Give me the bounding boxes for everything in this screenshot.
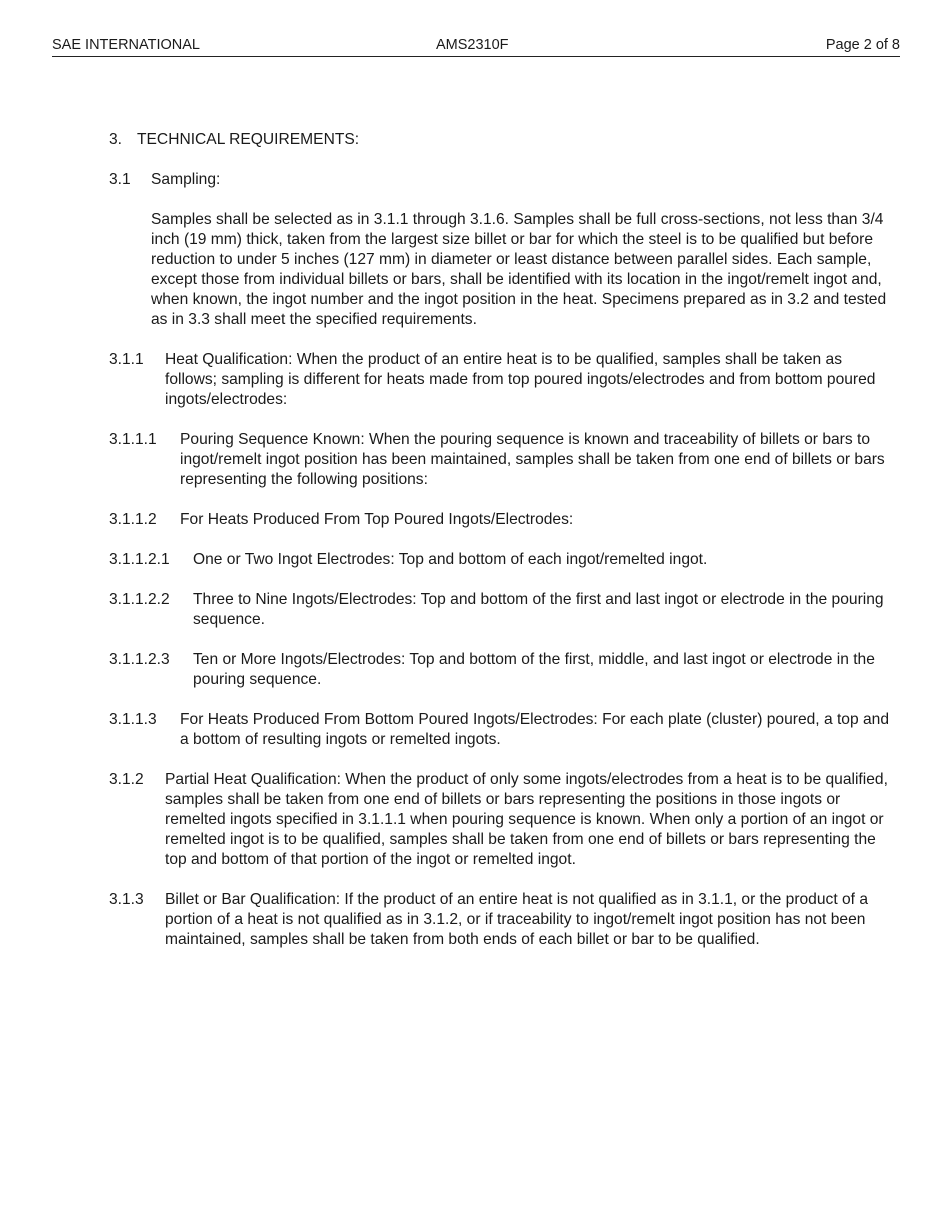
section-number: 3. — [109, 131, 123, 148]
paragraph-text: Samples shall be selected as in 3.1.1 through 3.1.6. Samples shall be full cross-sections, not less than 3/4 inch (19 mm) thick, taken from the largest size billet or bar for which the steel is to be qualified but before reduction to under 5 inches (127 mm) in diameter or least distance between parallel sides. Each sample, except those from individual billets or bars, shall be identified with its location in the ingot/remelt ingot and, when known, the ingot number and the ingot position in the heat. Specimens prepared as in 3.2 and tested as in 3.3 shall meet the specified requirements. — [151, 211, 887, 328]
section-3-1-1-2 — [109, 510, 889, 530]
section-text: Partial Heat Qualification: When the product of only some ingots/electrodes from a heat is to be qualified, samples shall be taken from one end of billets or bars representing the positions in those ingots or remelted ingots specified in 3.1.1.1 when pouring sequence is known. When only a portion of an ingot or remelted ingot is to be qualified, samples shall be taken from one end of billets or bars representing the top and bottom of that portion of the ingot or remelted ingot. — [165, 771, 888, 868]
section-3-1-1-2-2 — [109, 590, 889, 630]
section-3-1-1-3 — [109, 710, 889, 750]
section-number: 3.1.3 — [109, 891, 144, 908]
section-text: For Heats Produced From Top Poured Ingots/Electrodes: — [180, 511, 574, 528]
section-number: 3.1.1.3 — [109, 711, 157, 728]
document-number: AMS2310F — [436, 37, 509, 53]
section-3-1-1-2-3 — [109, 650, 889, 690]
section-3-1-1-1 — [109, 430, 889, 490]
page-number: Page 2 of 8 — [825, 37, 900, 53]
section-heading: TECHNICAL REQUIREMENTS: — [137, 131, 360, 148]
sampling-paragraph — [109, 210, 889, 330]
section-number: 3.1.1 — [109, 351, 144, 368]
section-3-1-2 — [109, 770, 889, 870]
section-number: 3.1.1.2.3 — [109, 651, 170, 668]
section-text: Three to Nine Ingots/Electrodes: Top and bottom of the first and last ingot or electrode in the pouring sequence. — [193, 591, 884, 628]
section-number: 3.1.1.2.2 — [109, 591, 170, 608]
section-text: Heat Qualification: When the product of an entire heat is to be qualified, samples shall be taken as follows; sampling is different for heats made from top poured ingots/electrodes and from bottom poured ingots/electrodes: — [165, 351, 876, 408]
section-heading: Sampling: — [151, 171, 221, 188]
section-3-1-1 — [109, 350, 889, 410]
section-number: 3.1.1.2.1 — [109, 551, 170, 568]
section-3-1-3 — [109, 890, 889, 950]
section-text: Ten or More Ingots/Electrodes: Top and bottom of the first, middle, and last ingot or electrode in the pouring sequence. — [193, 651, 875, 688]
section-3 — [109, 130, 889, 150]
section-3-1 — [109, 170, 889, 190]
section-text: For Heats Produced From Bottom Poured Ingots/Electrodes: For each plate (cluster) poured, a top and a bottom of resulting ingots or remelted ingots. — [180, 711, 890, 748]
section-number: 3.1.1.2 — [109, 511, 157, 528]
section-text: One or Two Ingot Electrodes: Top and bottom of each ingot/remelted ingot. — [193, 551, 708, 568]
page-header — [52, 35, 900, 57]
section-3-1-1-2-1 — [109, 550, 889, 570]
document-body — [109, 130, 889, 970]
organization-name: SAE INTERNATIONAL — [52, 37, 200, 53]
section-number: 3.1 — [109, 171, 131, 188]
section-number: 3.1.2 — [109, 771, 144, 788]
section-text: Billet or Bar Qualification: If the product of an entire heat is not qualified as in 3.1.1, or the product of a portion of a heat is not qualified as in 3.1.2, or if traceability to ingot/remelt ingot position has not been maintained, samples shall be taken from both ends of each billet or bar to be qualified. — [165, 891, 868, 948]
section-text: Pouring Sequence Known: When the pouring sequence is known and traceability of billets or bars to ingot/remelt ingot position has been maintained, samples shall be taken from one end of billets or bars representing the following positions: — [180, 431, 885, 488]
section-number: 3.1.1.1 — [109, 431, 157, 448]
